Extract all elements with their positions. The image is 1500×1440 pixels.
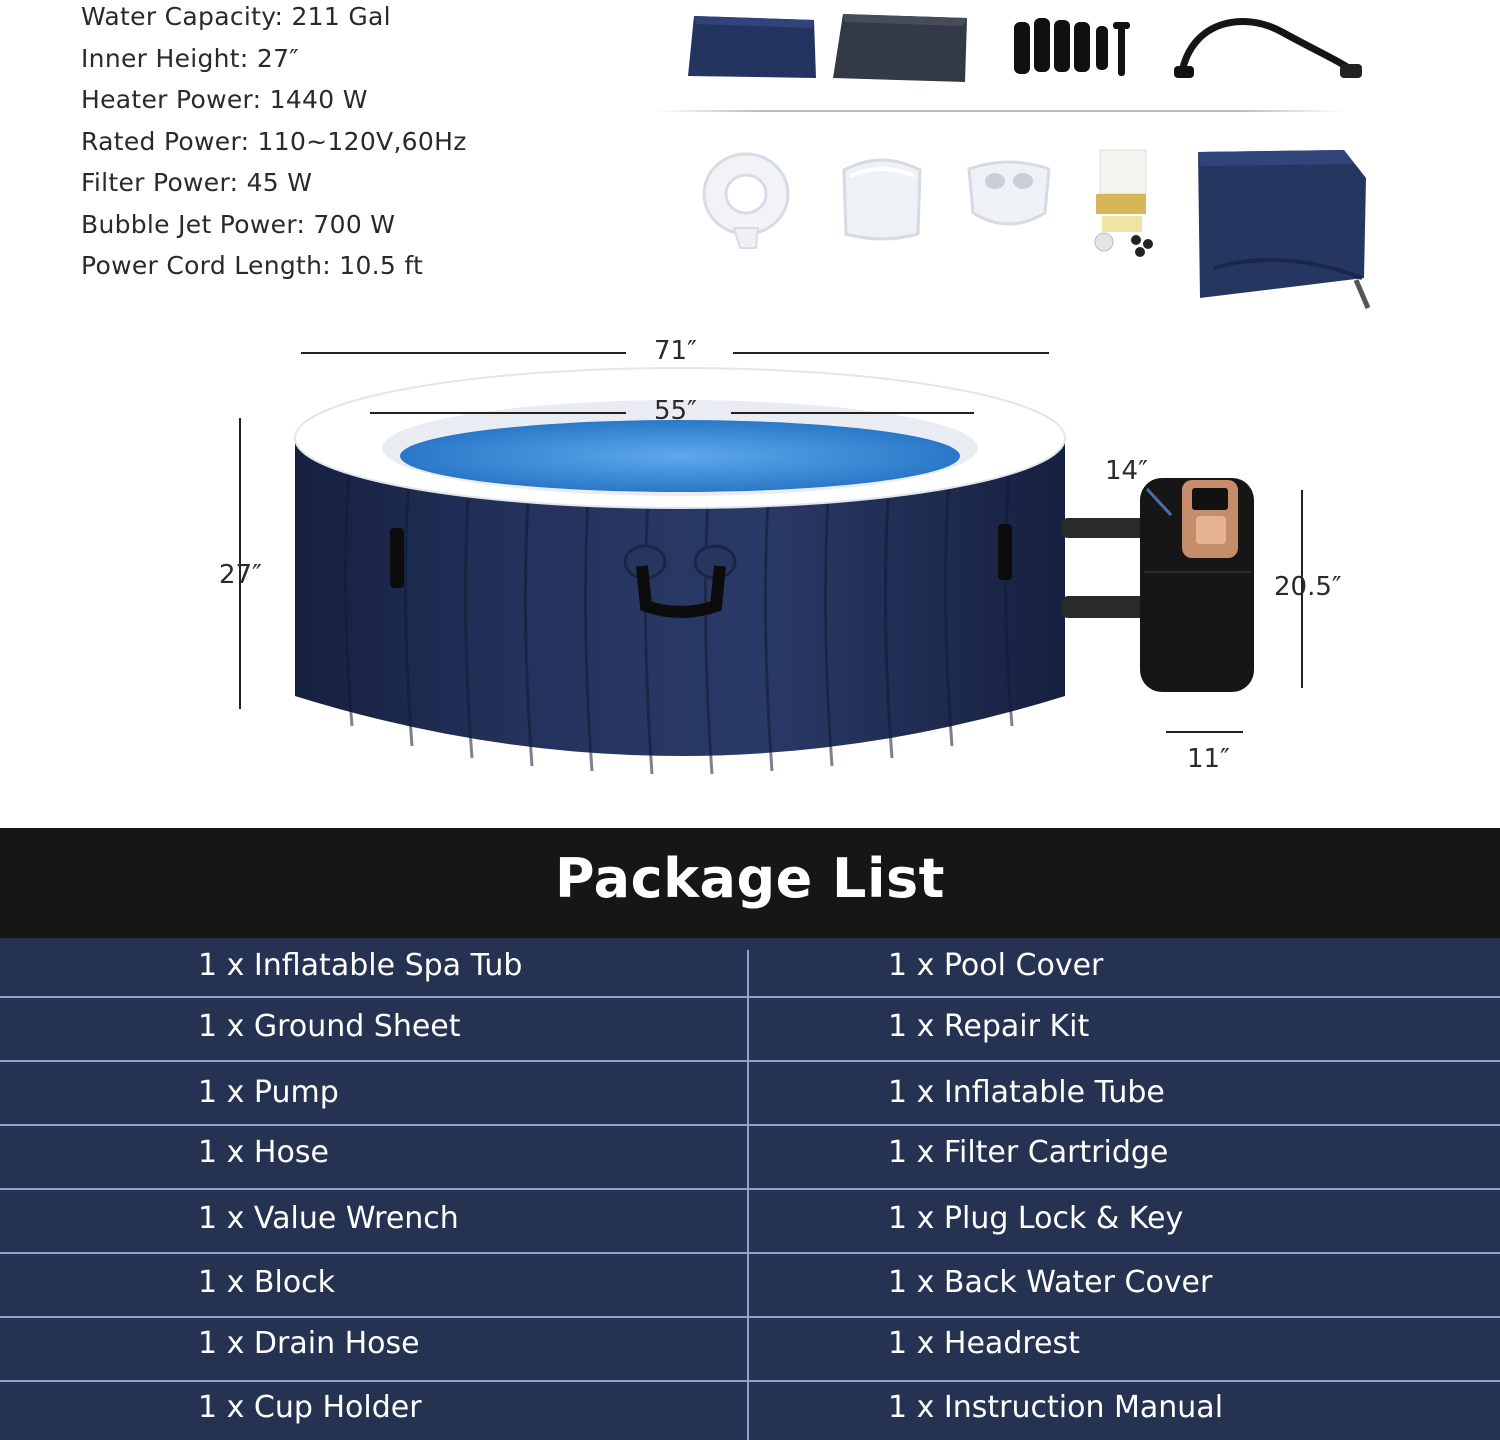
spec-bubble-jet-power: Bubble Jet Power: 700 W	[81, 209, 396, 239]
pump-width-label: 11″	[1187, 744, 1230, 774]
package-item: 1 x Pump	[198, 1075, 339, 1110]
package-item: 1 x Value Wrench	[198, 1201, 459, 1236]
pool-cover-image	[831, 12, 969, 84]
outer-diameter-line-right	[733, 352, 1049, 354]
pump-width-line	[1166, 731, 1243, 733]
spec-rated-power: Rated Power: 110~120V,60Hz	[81, 126, 467, 156]
row-divider	[0, 1316, 1500, 1318]
package-item: 1 x Filter Cartridge	[888, 1135, 1169, 1170]
package-item: 1 x Cup Holder	[198, 1390, 422, 1425]
spec-filter-power: Filter Power: 45 W	[81, 168, 313, 197]
row-divider	[0, 1060, 1500, 1062]
package-item: 1 x Back Water Cover	[888, 1265, 1213, 1300]
inner-diameter-label: 55″	[654, 396, 697, 426]
package-item: 1 x Plug Lock & Key	[888, 1201, 1184, 1236]
ground-sheet-image	[686, 12, 821, 82]
package-item: 1 x Drain Hose	[198, 1326, 420, 1361]
package-item: 1 x Ground Sheet	[198, 1009, 461, 1044]
inflatable-tube-image	[1172, 12, 1367, 84]
repair-kit-image	[1088, 148, 1160, 258]
row-divider	[0, 1252, 1500, 1254]
outer-diameter-line-left	[301, 352, 626, 354]
column-divider	[747, 950, 749, 1440]
row-divider	[0, 1124, 1500, 1126]
row-divider	[0, 996, 1500, 998]
wrench-and-plugs-image	[1010, 16, 1135, 80]
spec-water-capacity: Water Capacity: 211 Gal	[81, 2, 391, 31]
back-water-cover-image	[1194, 148, 1376, 314]
package-item: 1 x Inflatable Tube	[888, 1075, 1165, 1110]
package-item: 1 x Hose	[198, 1135, 329, 1170]
package-item: 1 x Block	[198, 1265, 336, 1300]
outer-diameter-label: 71″	[654, 336, 697, 366]
package-item: 1 x Inflatable Spa Tub	[198, 948, 523, 983]
inner-diameter-line-left	[370, 412, 626, 414]
cup-holder-tray-image	[965, 155, 1053, 235]
row-divider	[0, 1380, 1500, 1382]
pump-height-label: 20.5″	[1274, 572, 1342, 602]
cup-holder-ring-image	[700, 148, 792, 250]
height-label: 27″	[219, 560, 262, 590]
package-item: 1 x Pool Cover	[888, 948, 1104, 983]
package-item: 1 x Repair Kit	[888, 1009, 1090, 1044]
package-item: 1 x Instruction Manual	[888, 1390, 1224, 1425]
pump-depth-marker	[1144, 486, 1174, 518]
accessories-divider	[655, 110, 1345, 112]
spa-tub-image	[290, 366, 1080, 786]
package-list-title: Package List	[555, 847, 945, 910]
pump-depth-label: 14″	[1105, 456, 1148, 486]
spec-heater-power: Heater Power: 1440 W	[81, 85, 368, 114]
row-divider	[0, 1188, 1500, 1190]
inner-diameter-line-right	[731, 412, 974, 414]
spec-power-cord-length: Power Cord Length: 10.5 ft	[81, 251, 424, 280]
specifications-list	[81, 0, 467, 287]
headrest-image	[836, 150, 928, 242]
spec-inner-height: Inner Height: 27″	[81, 43, 299, 73]
package-item: 1 x Headrest	[888, 1326, 1080, 1361]
